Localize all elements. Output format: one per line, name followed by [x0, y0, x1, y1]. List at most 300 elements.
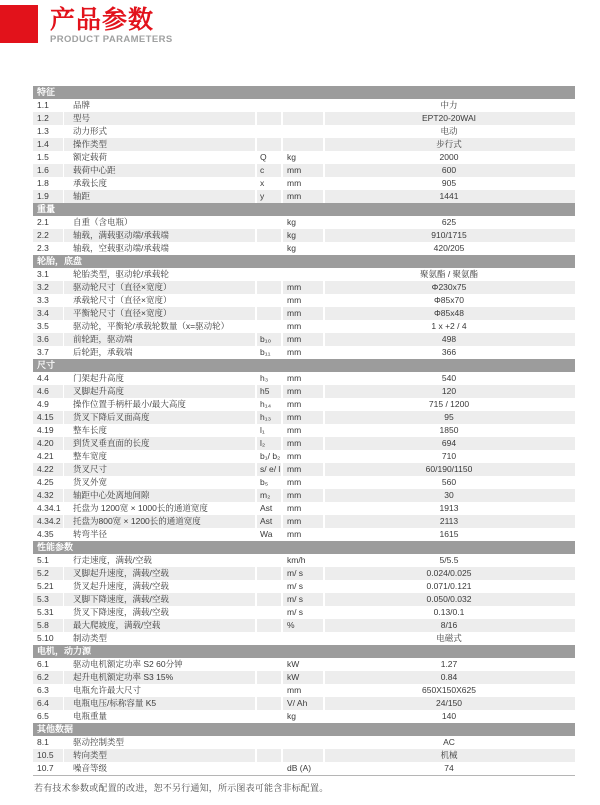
- section-rows: [33, 554, 575, 645]
- row-symbol: [257, 736, 283, 749]
- table-section: [33, 359, 575, 541]
- row-value: 5/5.5: [439, 555, 459, 565]
- table-row: [33, 411, 575, 424]
- row-unit: m/ s: [283, 567, 325, 580]
- row-name: 载荷中心距: [64, 164, 257, 177]
- row-value: 24/150: [436, 698, 462, 708]
- row-symbol: m₂: [257, 489, 283, 502]
- table-row: [33, 619, 575, 632]
- row-value: 30: [444, 490, 454, 500]
- table-row: [33, 138, 575, 151]
- section-title: 其他数据: [33, 723, 575, 736]
- row-unit: mm: [283, 372, 325, 385]
- row-index: 2.2: [33, 229, 64, 242]
- row-value: 694: [441, 438, 457, 448]
- row-symbol: [257, 762, 283, 775]
- row-symbol: [257, 320, 283, 333]
- row-unit: [283, 138, 325, 151]
- footnote: 若有技术参数或配置的改进，恕不另行通知，所示图表可能含非标配置。: [34, 783, 329, 793]
- row-name: 货叉外宽: [64, 476, 257, 489]
- row-unit: mm: [283, 411, 325, 424]
- title-block: [50, 5, 173, 45]
- table-row: [33, 333, 575, 346]
- page-header: [0, 5, 600, 45]
- row-unit: mm: [283, 502, 325, 515]
- row-unit: mm: [283, 281, 325, 294]
- row-value: 905: [441, 178, 457, 188]
- row-index: 1.1: [33, 99, 64, 112]
- row-name: 承载长度: [64, 177, 257, 190]
- row-index: 8.1: [33, 736, 64, 749]
- row-value: AC: [443, 737, 455, 747]
- row-name: 电瓶重量: [64, 710, 257, 723]
- row-unit: mm: [283, 294, 325, 307]
- row-value: 中力: [440, 100, 458, 110]
- row-name: 轴载，空载驱动端/承载端: [64, 242, 257, 255]
- table-row: [33, 567, 575, 580]
- row-symbol: x: [257, 177, 283, 190]
- row-symbol: h₁₄: [257, 398, 283, 411]
- row-unit: mm: [283, 437, 325, 450]
- section-rows: [33, 99, 575, 203]
- row-symbol: [257, 697, 283, 710]
- row-index: 6.2: [33, 671, 64, 684]
- row-index: 4.4: [33, 372, 64, 385]
- row-symbol: [257, 671, 283, 684]
- row-name: 整车宽度: [64, 450, 257, 463]
- row-unit: [283, 99, 325, 112]
- row-value: 600: [441, 165, 457, 175]
- section-title: 特征: [33, 86, 575, 99]
- row-unit: mm: [283, 450, 325, 463]
- table-row: [33, 398, 575, 411]
- row-unit: [283, 736, 325, 749]
- row-index: 1.4: [33, 138, 64, 151]
- table-row: [33, 476, 575, 489]
- row-unit: dB (A): [283, 762, 325, 775]
- row-symbol: [257, 710, 283, 723]
- row-symbol: Wa: [257, 528, 283, 541]
- row-unit: mm: [283, 398, 325, 411]
- row-index: 5.8: [33, 619, 64, 632]
- row-name: 后轮距，承载端: [64, 346, 257, 359]
- row-index: 4.21: [33, 450, 64, 463]
- row-index: 1.3: [33, 125, 64, 138]
- row-name: 承载轮尺寸（直径×宽度）: [64, 294, 257, 307]
- row-name: 叉脚起升速度，满载/空载: [64, 567, 257, 580]
- row-name: 平衡轮尺寸（直径×宽度）: [64, 307, 257, 320]
- row-index: 3.7: [33, 346, 64, 359]
- parameters-table: [33, 86, 575, 776]
- row-index: 1.5: [33, 151, 64, 164]
- row-index: 4.6: [33, 385, 64, 398]
- row-symbol: h₃: [257, 372, 283, 385]
- row-unit: mm: [283, 684, 325, 697]
- row-name: 托盘为800宽 × 1200长的通道宽度: [64, 515, 257, 528]
- table-row: [33, 463, 575, 476]
- section-title: 电机，动力源: [33, 645, 575, 658]
- row-index: 5.31: [33, 606, 64, 619]
- row-name: 转向类型: [64, 749, 257, 762]
- row-symbol: [257, 138, 283, 151]
- row-value: 1441: [439, 191, 459, 201]
- row-value: 1913: [439, 503, 459, 513]
- row-symbol: Ast: [257, 515, 283, 528]
- row-symbol: [257, 294, 283, 307]
- row-index: 5.21: [33, 580, 64, 593]
- row-symbol: [257, 606, 283, 619]
- row-symbol: [257, 281, 283, 294]
- row-unit: mm: [283, 463, 325, 476]
- row-index: 5.1: [33, 554, 64, 567]
- row-index: 4.35: [33, 528, 64, 541]
- table-row: [33, 307, 575, 320]
- row-name: 轴距: [64, 190, 257, 203]
- row-value: 650X150X625: [422, 685, 476, 695]
- row-unit: mm: [283, 528, 325, 541]
- row-value: 540: [441, 373, 457, 383]
- row-value: 140: [441, 711, 457, 721]
- table-row: [33, 632, 575, 645]
- row-name: 整车长度: [64, 424, 257, 437]
- row-name: 电瓶允许最大尺寸: [64, 684, 257, 697]
- row-value: EPT20-20WAI: [421, 113, 476, 123]
- row-index: 1.9: [33, 190, 64, 203]
- row-name: 动力形式: [64, 125, 257, 138]
- row-name: 货叉起升速度，满载/空载: [64, 580, 257, 593]
- row-value: 机械: [440, 750, 458, 760]
- row-index: 2.3: [33, 242, 64, 255]
- table-row: [33, 606, 575, 619]
- table-row: [33, 216, 575, 229]
- row-unit: mm: [283, 333, 325, 346]
- row-symbol: h5: [257, 385, 283, 398]
- row-index: 1.6: [33, 164, 64, 177]
- row-name: 行走速度，满载/空载: [64, 554, 257, 567]
- row-name: 轴载，满载驱动端/承载端: [64, 229, 257, 242]
- section-title: 轮胎，底盘: [33, 255, 575, 268]
- row-unit: [283, 749, 325, 762]
- row-name: 驱动控制类型: [64, 736, 257, 749]
- page-title: 产品参数: [50, 6, 155, 34]
- row-symbol: [257, 229, 283, 242]
- row-name: 操作类型: [64, 138, 257, 151]
- row-unit: mm: [283, 177, 325, 190]
- row-value: 710: [441, 451, 457, 461]
- row-name: 品牌: [64, 99, 257, 112]
- row-symbol: h₁₃: [257, 411, 283, 424]
- table-row: [33, 294, 575, 307]
- table-row: [33, 437, 575, 450]
- row-unit: mm: [283, 476, 325, 489]
- row-symbol: [257, 658, 283, 671]
- table-row: [33, 112, 575, 125]
- row-value: Φ85x70: [434, 295, 464, 305]
- table-row: [33, 697, 575, 710]
- row-name: 货叉下降速度，满载/空载: [64, 606, 257, 619]
- section-rows: [33, 736, 575, 775]
- row-unit: [283, 632, 325, 645]
- row-name: 到货叉垂直面的长度: [64, 437, 257, 450]
- section-rows: [33, 216, 575, 255]
- section-title: 尺寸: [33, 359, 575, 372]
- brand-accent-square: [0, 5, 38, 43]
- row-symbol: [257, 216, 283, 229]
- row-index: 3.5: [33, 320, 64, 333]
- row-unit: kg: [283, 151, 325, 164]
- row-value: 560: [441, 477, 457, 487]
- row-unit: V/ Ah: [283, 697, 325, 710]
- table-row: [33, 177, 575, 190]
- table-section: [33, 86, 575, 203]
- section-rows: [33, 268, 575, 359]
- table-section: [33, 203, 575, 255]
- section-rows: [33, 372, 575, 541]
- row-index: 4.20: [33, 437, 64, 450]
- row-unit: km/h: [283, 554, 325, 567]
- table-row: [33, 346, 575, 359]
- row-symbol: [257, 268, 283, 281]
- row-value: 420/205: [433, 243, 465, 253]
- row-unit: kg: [283, 216, 325, 229]
- page-subtitle: PRODUCT PARAMETERS: [50, 34, 173, 45]
- row-symbol: [257, 684, 283, 697]
- row-symbol: [257, 307, 283, 320]
- table-row: [33, 658, 575, 671]
- row-name: 货叉下降后叉面高度: [64, 411, 257, 424]
- row-index: 4.15: [33, 411, 64, 424]
- row-value: 60/190/1150: [425, 464, 473, 474]
- row-value: 电动: [440, 126, 458, 136]
- section-title: 性能参数: [33, 541, 575, 554]
- row-value: 1.27: [440, 659, 458, 669]
- table-row: [33, 385, 575, 398]
- row-unit: m/ s: [283, 580, 325, 593]
- row-index: 3.6: [33, 333, 64, 346]
- row-unit: kg: [283, 710, 325, 723]
- row-name: 最大爬坡度，满载/空载: [64, 619, 257, 632]
- table-section: [33, 255, 575, 359]
- row-value: 2113: [439, 516, 459, 526]
- row-value: 2000: [439, 152, 459, 162]
- row-index: 4.34.1: [33, 502, 64, 515]
- row-index: 4.32: [33, 489, 64, 502]
- table-row: [33, 736, 575, 749]
- row-value: 498: [441, 334, 457, 344]
- row-symbol: [257, 632, 283, 645]
- row-unit: mm: [283, 164, 325, 177]
- table-row: [33, 424, 575, 437]
- row-name: 叉脚下降速度，满载/空载: [64, 593, 257, 606]
- row-name: 前轮距，驱动端: [64, 333, 257, 346]
- row-index: 4.34.2: [33, 515, 64, 528]
- table-row: [33, 229, 575, 242]
- row-name: 操作位置手柄杆最小/最大高度: [64, 398, 257, 411]
- row-name: 制动类型: [64, 632, 257, 645]
- row-symbol: Ast: [257, 502, 283, 515]
- row-unit: mm: [283, 320, 325, 333]
- row-name: 门架起升高度: [64, 372, 257, 385]
- row-index: 2.1: [33, 216, 64, 229]
- row-value: 0.024/0.025: [426, 568, 472, 578]
- row-symbol: [257, 593, 283, 606]
- table-row: [33, 268, 575, 281]
- row-unit: mm: [283, 515, 325, 528]
- row-index: 3.1: [33, 268, 64, 281]
- row-index: 3.3: [33, 294, 64, 307]
- table-row: [33, 125, 575, 138]
- row-index: 6.1: [33, 658, 64, 671]
- row-symbol: b₅: [257, 476, 283, 489]
- row-unit: [283, 125, 325, 138]
- row-index: 10.5: [33, 749, 64, 762]
- row-symbol: l₁: [257, 424, 283, 437]
- table-section: [33, 541, 575, 645]
- table-row: [33, 762, 575, 775]
- row-symbol: [257, 580, 283, 593]
- row-unit: kg: [283, 229, 325, 242]
- row-index: 1.8: [33, 177, 64, 190]
- row-symbol: y: [257, 190, 283, 203]
- row-symbol: b₁₀: [257, 333, 283, 346]
- table-row: [33, 528, 575, 541]
- table-row: [33, 502, 575, 515]
- row-symbol: [257, 99, 283, 112]
- row-index: 10.7: [33, 762, 64, 775]
- table-row: [33, 593, 575, 606]
- row-value: 0.071/0.121: [426, 581, 472, 591]
- row-name: 起升电机额定功率 S3 15%: [64, 671, 257, 684]
- row-unit: kW: [283, 658, 325, 671]
- row-symbol: s/ e/ l: [257, 463, 283, 476]
- row-name: 噪音等级: [64, 762, 257, 775]
- row-value: 0.050/0.032: [426, 594, 472, 604]
- row-value: 1850: [439, 425, 459, 435]
- row-unit: %: [283, 619, 325, 632]
- row-index: 4.25: [33, 476, 64, 489]
- table-row: [33, 684, 575, 697]
- row-unit: [283, 268, 325, 281]
- row-unit: mm: [283, 385, 325, 398]
- row-value: 聚氨酯 / 聚氨酯: [419, 269, 479, 279]
- row-index: 4.9: [33, 398, 64, 411]
- table-row: [33, 151, 575, 164]
- row-unit: mm: [283, 424, 325, 437]
- table-row: [33, 450, 575, 463]
- row-index: 4.19: [33, 424, 64, 437]
- row-name: 自重（含电瓶）: [64, 216, 257, 229]
- row-unit: kg: [283, 242, 325, 255]
- row-value: 910/1715: [431, 230, 467, 240]
- row-value: 715 / 1200: [428, 399, 470, 409]
- row-symbol: [257, 242, 283, 255]
- row-symbol: Q: [257, 151, 283, 164]
- row-index: 6.3: [33, 684, 64, 697]
- row-name: 货叉尺寸: [64, 463, 257, 476]
- row-name: 转弯半径: [64, 528, 257, 541]
- row-value: 8/16: [440, 620, 458, 630]
- row-index: 5.2: [33, 567, 64, 580]
- row-value: Φ230x75: [431, 282, 467, 292]
- table-row: [33, 489, 575, 502]
- row-value: 1615: [439, 529, 459, 539]
- table-row: [33, 320, 575, 333]
- row-symbol: l₂: [257, 437, 283, 450]
- row-symbol: [257, 567, 283, 580]
- row-symbol: [257, 554, 283, 567]
- row-symbol: [257, 125, 283, 138]
- row-value: 74: [444, 763, 454, 773]
- table-section: [33, 645, 575, 723]
- row-unit: m/ s: [283, 593, 325, 606]
- row-symbol: b₁₁: [257, 346, 283, 359]
- row-name: 轴距中心处离地间隙: [64, 489, 257, 502]
- section-title: 重量: [33, 203, 575, 216]
- table-row: [33, 515, 575, 528]
- row-value: 步行式: [436, 139, 462, 149]
- row-value: 电磁式: [436, 633, 462, 643]
- table-row: [33, 372, 575, 385]
- row-value: 120: [441, 386, 457, 396]
- table-row: [33, 671, 575, 684]
- row-unit: mm: [283, 489, 325, 502]
- table-row: [33, 749, 575, 762]
- row-index: 6.4: [33, 697, 64, 710]
- row-unit: m/ s: [283, 606, 325, 619]
- row-unit: mm: [283, 190, 325, 203]
- row-value: Φ85x48: [434, 308, 464, 318]
- row-index: 3.4: [33, 307, 64, 320]
- row-name: 型号: [64, 112, 257, 125]
- row-value: 1 x +2 / 4: [431, 321, 467, 331]
- row-name: 电瓶电压/标称容量 K5: [64, 697, 257, 710]
- row-unit: mm: [283, 307, 325, 320]
- row-unit: mm: [283, 346, 325, 359]
- table-row: [33, 164, 575, 177]
- table-row: [33, 242, 575, 255]
- table-row: [33, 190, 575, 203]
- table-row: [33, 580, 575, 593]
- row-symbol: b₁/ b₂: [257, 450, 283, 463]
- row-name: 轮胎类型，驱动轮/承载轮: [64, 268, 257, 281]
- table-row: [33, 281, 575, 294]
- row-symbol: [257, 619, 283, 632]
- row-value: 95: [444, 412, 454, 422]
- row-name: 托盘为 1200宽 × 1000长的通道宽度: [64, 502, 257, 515]
- row-index: 5.3: [33, 593, 64, 606]
- row-name: 驱动电机额定功率 S2 60分钟: [64, 658, 257, 671]
- row-name: 驱动轮尺寸（直径×宽度）: [64, 281, 257, 294]
- table-row: [33, 554, 575, 567]
- row-name: 叉脚起升高度: [64, 385, 257, 398]
- row-unit: kW: [283, 671, 325, 684]
- row-symbol: [257, 112, 283, 125]
- row-name: 额定载荷: [64, 151, 257, 164]
- row-symbol: c: [257, 164, 283, 177]
- table-row: [33, 710, 575, 723]
- row-value: 625: [441, 217, 457, 227]
- row-unit: [283, 112, 325, 125]
- row-value: 0.13/0.1: [433, 607, 465, 617]
- section-rows: [33, 658, 575, 723]
- row-index: 5.10: [33, 632, 64, 645]
- table-section: [33, 723, 575, 775]
- row-index: 6.5: [33, 710, 64, 723]
- table-row: [33, 99, 575, 112]
- row-value: 0.84: [440, 672, 458, 682]
- row-value: 366: [441, 347, 457, 357]
- row-symbol: [257, 749, 283, 762]
